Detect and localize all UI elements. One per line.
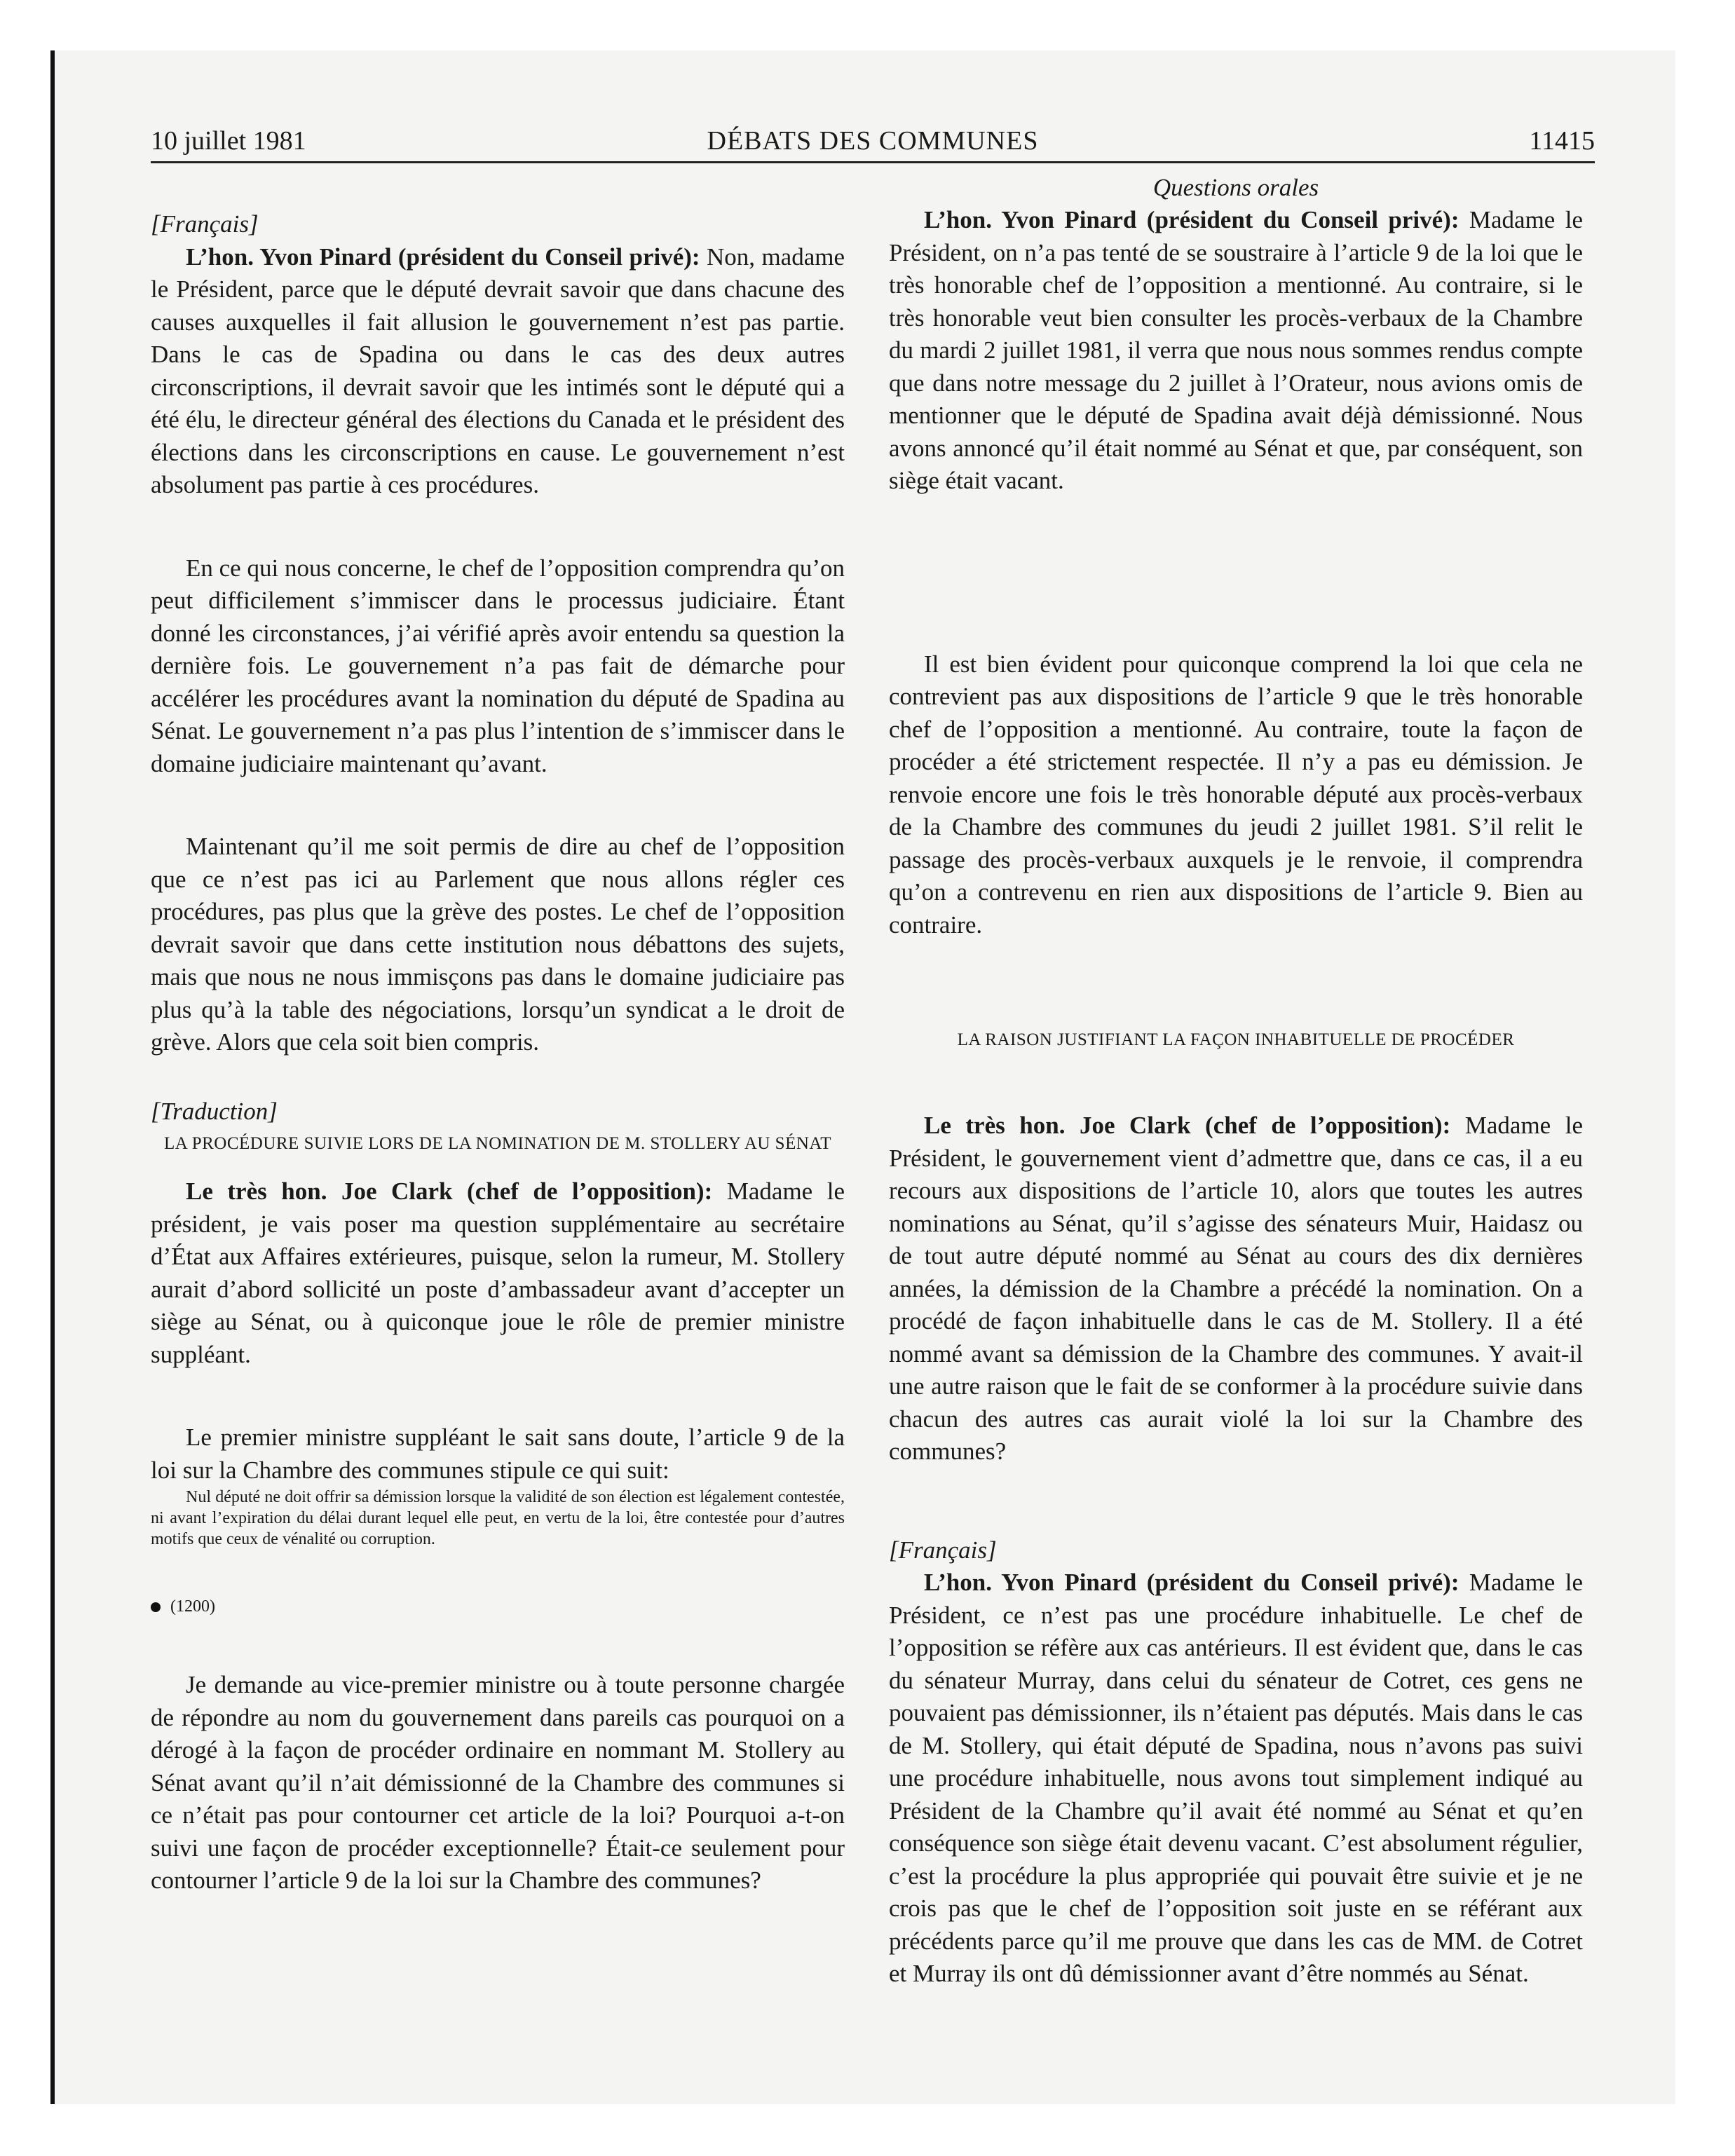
speaker-name: Le très hon. Joe Clark (chef de l’opposition):	[924, 1112, 1451, 1139]
right-column	[889, 172, 1583, 1991]
header-title: DÉBATS DES COMMUNES	[707, 126, 1039, 156]
paragraph: Il est bien évident pour quiconque comprend la loi que cela ne contrevient pas aux dispositions de l’article 9 que le très honorable chef de l’opposition a mentionné. Au contraire, toute la façon de procéder a été strictement respectée. Il n’y a pas eu démission. Je renvoie encore une fois le très honorable député aux procès-verbaux de la Chambre des communes du jeudi 2 juillet 1981. S’il relit le passage des procès-verbaux auxquels je le renvoie, il comprendra qu’on a contrevenu en rien aux dispositions de l’article 9. Bien au contraire.	[889, 650, 1583, 939]
page-header	[151, 121, 1595, 161]
speaker-name: L’hon. Yvon Pinard (président du Conseil privé):	[924, 206, 1460, 233]
paragraph-text: Non, madame le Président, parce que le député devrait savoir que dans chacune des causes auxquelles il fait allusion le gouvernement n’est pas partie. Dans le cas de Spadina ou dans le cas des deux autres circonscriptions, il devrait savoir que les intimés sont le député qui a été élu, le directeur général des élections du Canada et le président des élections dans les circonscriptions en cause. Le gouvernement n’est absolument pas partie à ces procédures.	[151, 243, 845, 498]
language-note-francais: [Français]	[889, 1536, 997, 1564]
paragraph: Maintenant qu’il me soit permis de dire au chef de l’opposition que ce n’est pas ici au Parlement que nous allons régler ces procédures, pas plus que la grève des postes. Le chef de l’opposition devrait savoir que dans cette institution nous débattons des sujets, mais que nous ne nous immisçons pas dans le domaine judiciaire pas plus qu’à la table des négociations, lorsqu’un syndicat a le droit de grève. Alors que cela soit bien compris.	[151, 833, 845, 1056]
header-rule	[151, 161, 1595, 163]
time-marker	[151, 1596, 845, 1617]
paragraph	[889, 1567, 1583, 1991]
paragraph	[889, 204, 1583, 498]
time-marker-label: (1200)	[170, 1597, 215, 1616]
header-page-number: 11415	[1529, 126, 1595, 156]
paragraph-text: Madame le Président, le gouvernement vient d’admettre que, dans ce cas, il a eu recours aux dispositions de l’article 10, alors que toutes les autres nominations au Sénat, qu’il s’agisse des sénateurs Muir, Haidasz ou de tout autre député nommé au Sénat au cours des dix dernières années, la démission de la Chambre a précédé la nomination. On a procédé de façon inhabituelle dans le cas de M. Stollery. Il a été nommé avant sa démission de la Chambre des communes. Y avait-il une autre raison que le fait de se conformer à la procédure suivie dans chacun des autres cas aurait violé la loi sur la Chambre des communes?	[889, 1112, 1583, 1465]
header-date: 10 juillet 1981	[151, 126, 306, 156]
statute-quote: Nul député ne doit offrir sa démission lorsque la validité de son élection est légalement contestée, ni avant l’expiration du délai durant lequel elle peut, en vertu de la loi, être contestée pour d’autres motifs que ceux de vénalité ou corruption.	[151, 1488, 845, 1548]
paragraph	[151, 241, 845, 502]
running-head: Questions orales	[1152, 174, 1319, 201]
paragraph-text: Madame le président, je vais poser ma question supplémentaire au secrétaire d’État aux Affaires extérieures, puisque, selon la rumeur, M. Stollery aurait d’abord sollicité un poste d’ambassadeur avant d’accepter un siège au Sénat, ou à quiconque joue le rôle de premier ministre suppléant.	[151, 1178, 845, 1368]
paragraph	[151, 1175, 845, 1371]
language-note-traduction: [Traduction]	[151, 1097, 278, 1125]
section-heading: LA PROCÉDURE SUIVIE LORS DE LA NOMINATION DE M. STOLLERY AU SÉNAT	[164, 1134, 831, 1153]
speaker-name: Le très hon. Joe Clark (chef de l’opposition):	[186, 1178, 713, 1205]
paragraph-text: Madame le Président, ce n’est pas une procédure inhabituelle. Le chef de l’opposition se réfère aux cas antérieurs. Il est évident que, dans le cas du sénateur Murray, dans celui du sénateur de Cotret, ces gens ne pouvaient pas démissionner, ils n’étaient pas députés. Mais dans le cas de M. Stollery, qui était député de Spadina, nous n’avons pas suivi une procédure inhabituelle, nous avons tout simplement indiqué au Président de la Chambre qu’il avait été nommé au Sénat et qu’en conséquence son siège était devenu vacant. C’est absolument régulier, c’est la procédure la plus appropriée qui pouvait être suivie et je ne crois pas que le chef de l’opposition soit juste en se référant aux précédents parce qu’il me prouve que dans les cas de MM. de Cotret et Murray ils ont dû démissionner avant d’être nommés au Sénat.	[889, 1569, 1583, 1987]
paragraph-text: Madame le Président, on n’a pas tenté de se soustraire à l’article 9 de la loi que le très honorable chef de l’opposition a mentionné. Au contraire, si le très honorable veut bien consulter les procès-verbaux de la Chambre du mardi 2 juillet 1981, il verra que nous nous sommes rendus compte que dans notre message du 2 juillet à l’Orateur, nous avions omis de mentionner que le député de Spadina avait déjà démissionné. Nous avons annoncé qu’il était nommé au Sénat et que, par conséquent, son siège était vacant.	[889, 206, 1583, 494]
bullet-icon	[151, 1602, 161, 1612]
speaker-name: L’hon. Yvon Pinard (président du Conseil privé):	[924, 1569, 1460, 1596]
speaker-name: L’hon. Yvon Pinard (président du Conseil privé):	[186, 243, 700, 271]
paragraph	[889, 1110, 1583, 1468]
section-heading: LA RAISON JUSTIFIANT LA FAÇON INHABITUELLE DE PROCÉDER	[957, 1030, 1515, 1049]
left-column	[151, 172, 845, 1897]
paragraph: Le premier ministre suppléant le sait sans doute, l’article 9 de la loi sur la Chambre des communes stipule ce qui suit:	[151, 1424, 845, 1484]
paragraph: Je demande au vice-premier ministre ou à toute personne chargée de répondre au nom du gouvernement dans pareils cas pourquoi on a dérogé à la façon de procéder ordinaire en nommant M. Stollery au Sénat avant qu’il n’ait démissionné de la Chambre des communes si ce n’était pas pour contourner cet article de la loi? Pourquoi a-t-on suivi une façon de procéder exceptionnelle? Était-ce seulement pour contourner l’article 9 de la loi sur la Chambre des communes?	[151, 1671, 845, 1894]
language-note-francais: [Français]	[151, 210, 259, 238]
paragraph: En ce qui nous concerne, le chef de l’opposition comprendra qu’on peut difficilement s’immiscer dans le processus judiciaire. Étant donné les circonstances, j’ai vérifié après avoir entendu sa question la dernière fois. Le gouvernement n’a pas fait de démarche pour accélérer les procédures avant la nomination du député de Spadina au Sénat. Le gouvernement n’a pas plus l’intention de s’immiscer dans le domaine judiciaire maintenant qu’avant.	[151, 554, 845, 777]
